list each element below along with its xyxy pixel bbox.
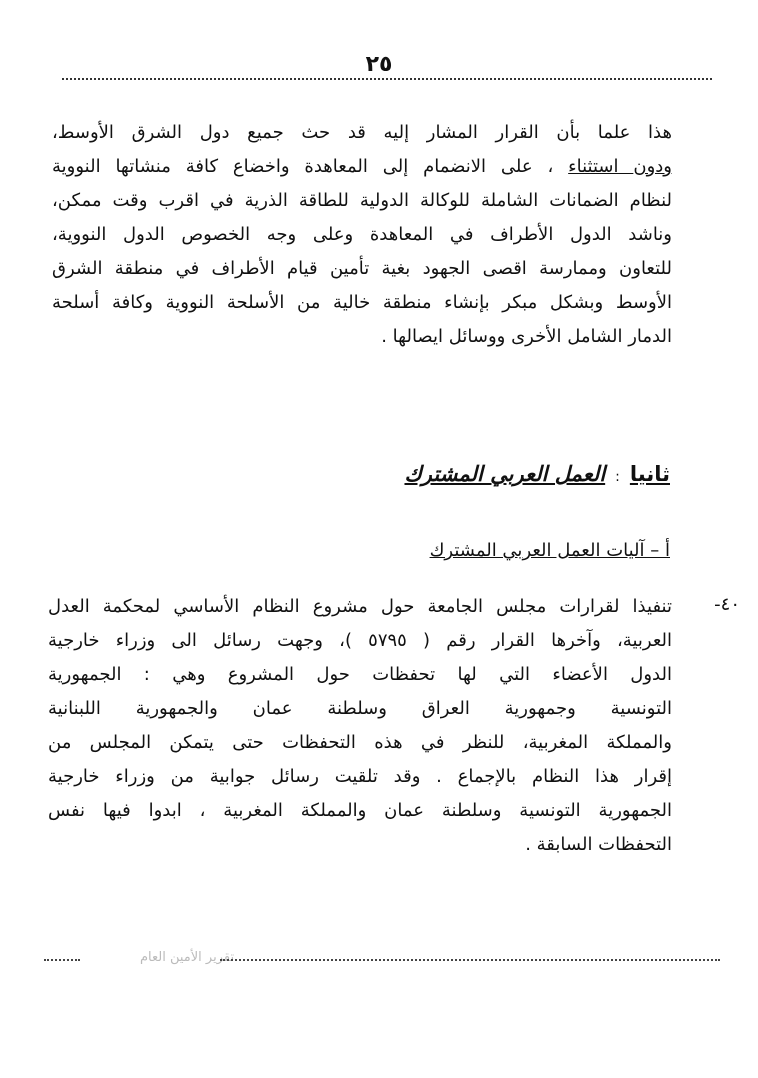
- text-line: إقرار هذا النظام بالإجماع . وقد تلقيت رسائل جوابية من وزراء خارجية: [48, 766, 672, 787]
- paragraph-item-40: [48, 590, 672, 862]
- item-number: ٤٠-: [714, 594, 740, 615]
- subsection-heading: أ – آليات العمل العربي المشترك: [429, 540, 670, 561]
- section-heading: [404, 462, 670, 486]
- page-number: ٢٥: [365, 52, 393, 77]
- text-line: الأوسط وبشكل مبكر بإنشاء منطقة خالية من الأسلحة النووية وكافة أسلحة: [52, 292, 672, 313]
- text-line: الجمهورية التونسية وسلطنة عمان والمملكة المغربية ، ابدوا فيها نفس: [48, 800, 672, 821]
- footer-text: تقرير الأمين العام: [140, 950, 235, 965]
- header-rule: [62, 78, 712, 80]
- text-line: للتعاون وممارسة اقصى الجهود بغية تأمين قيام الأطراف في منطقة الشرق: [52, 258, 672, 279]
- section-title: العمل العربي المشترك: [404, 462, 606, 486]
- text-line: التحفظات السابقة .: [525, 834, 672, 855]
- footer-rule-right: [220, 959, 720, 961]
- section-label: ثانيا: [629, 462, 670, 486]
- footer-rule-left: [44, 959, 80, 961]
- page-footer: [40, 950, 720, 970]
- text-line: الدمار الشامل الأخرى ووسائل ايصالها .: [381, 326, 672, 347]
- text-line: لنظام الضمانات الشاملة للوكالة الدولية للطاقة الذرية في اقرب وقت ممكن،: [52, 190, 672, 211]
- text-line: العربية، وآخرها القرار رقم ( ٥٧٩٥ )، وجهت رسائل الى وزراء خارجية: [48, 630, 672, 651]
- text-line: وناشد الدول الأطراف في المعاهدة وعلى وجه الخصوص الدول النووية،: [52, 224, 672, 245]
- underlined-phrase: ودون استثناء: [568, 156, 672, 177]
- text-line: والمملكة المغربية، للنظر في هذه التحفظات حتى يتمكن المجلس من: [48, 732, 672, 753]
- text-line: التونسية وجمهورية العراق وسلطنة عمان والجمهورية اللبنانية: [48, 698, 672, 719]
- paragraph-middle-east-resolution: [52, 116, 672, 354]
- text-line: تنفيذا لقرارات مجلس الجامعة حول مشروع النظام الأساسي لمحكمة العدل: [48, 596, 672, 617]
- text-line: هذا علما بأن القرار المشار إليه قد حث جميع دول الشرق الأوسط،: [52, 122, 672, 143]
- text-line: ودون استثناء ، على الانضمام إلى المعاهدة واخضاع كافة منشاتها النووية: [52, 156, 672, 177]
- text-line: الدول الأعضاء التي لها تحفظات حول المشروع وهي : الجمهورية: [48, 664, 672, 685]
- section-separator: :: [615, 469, 620, 485]
